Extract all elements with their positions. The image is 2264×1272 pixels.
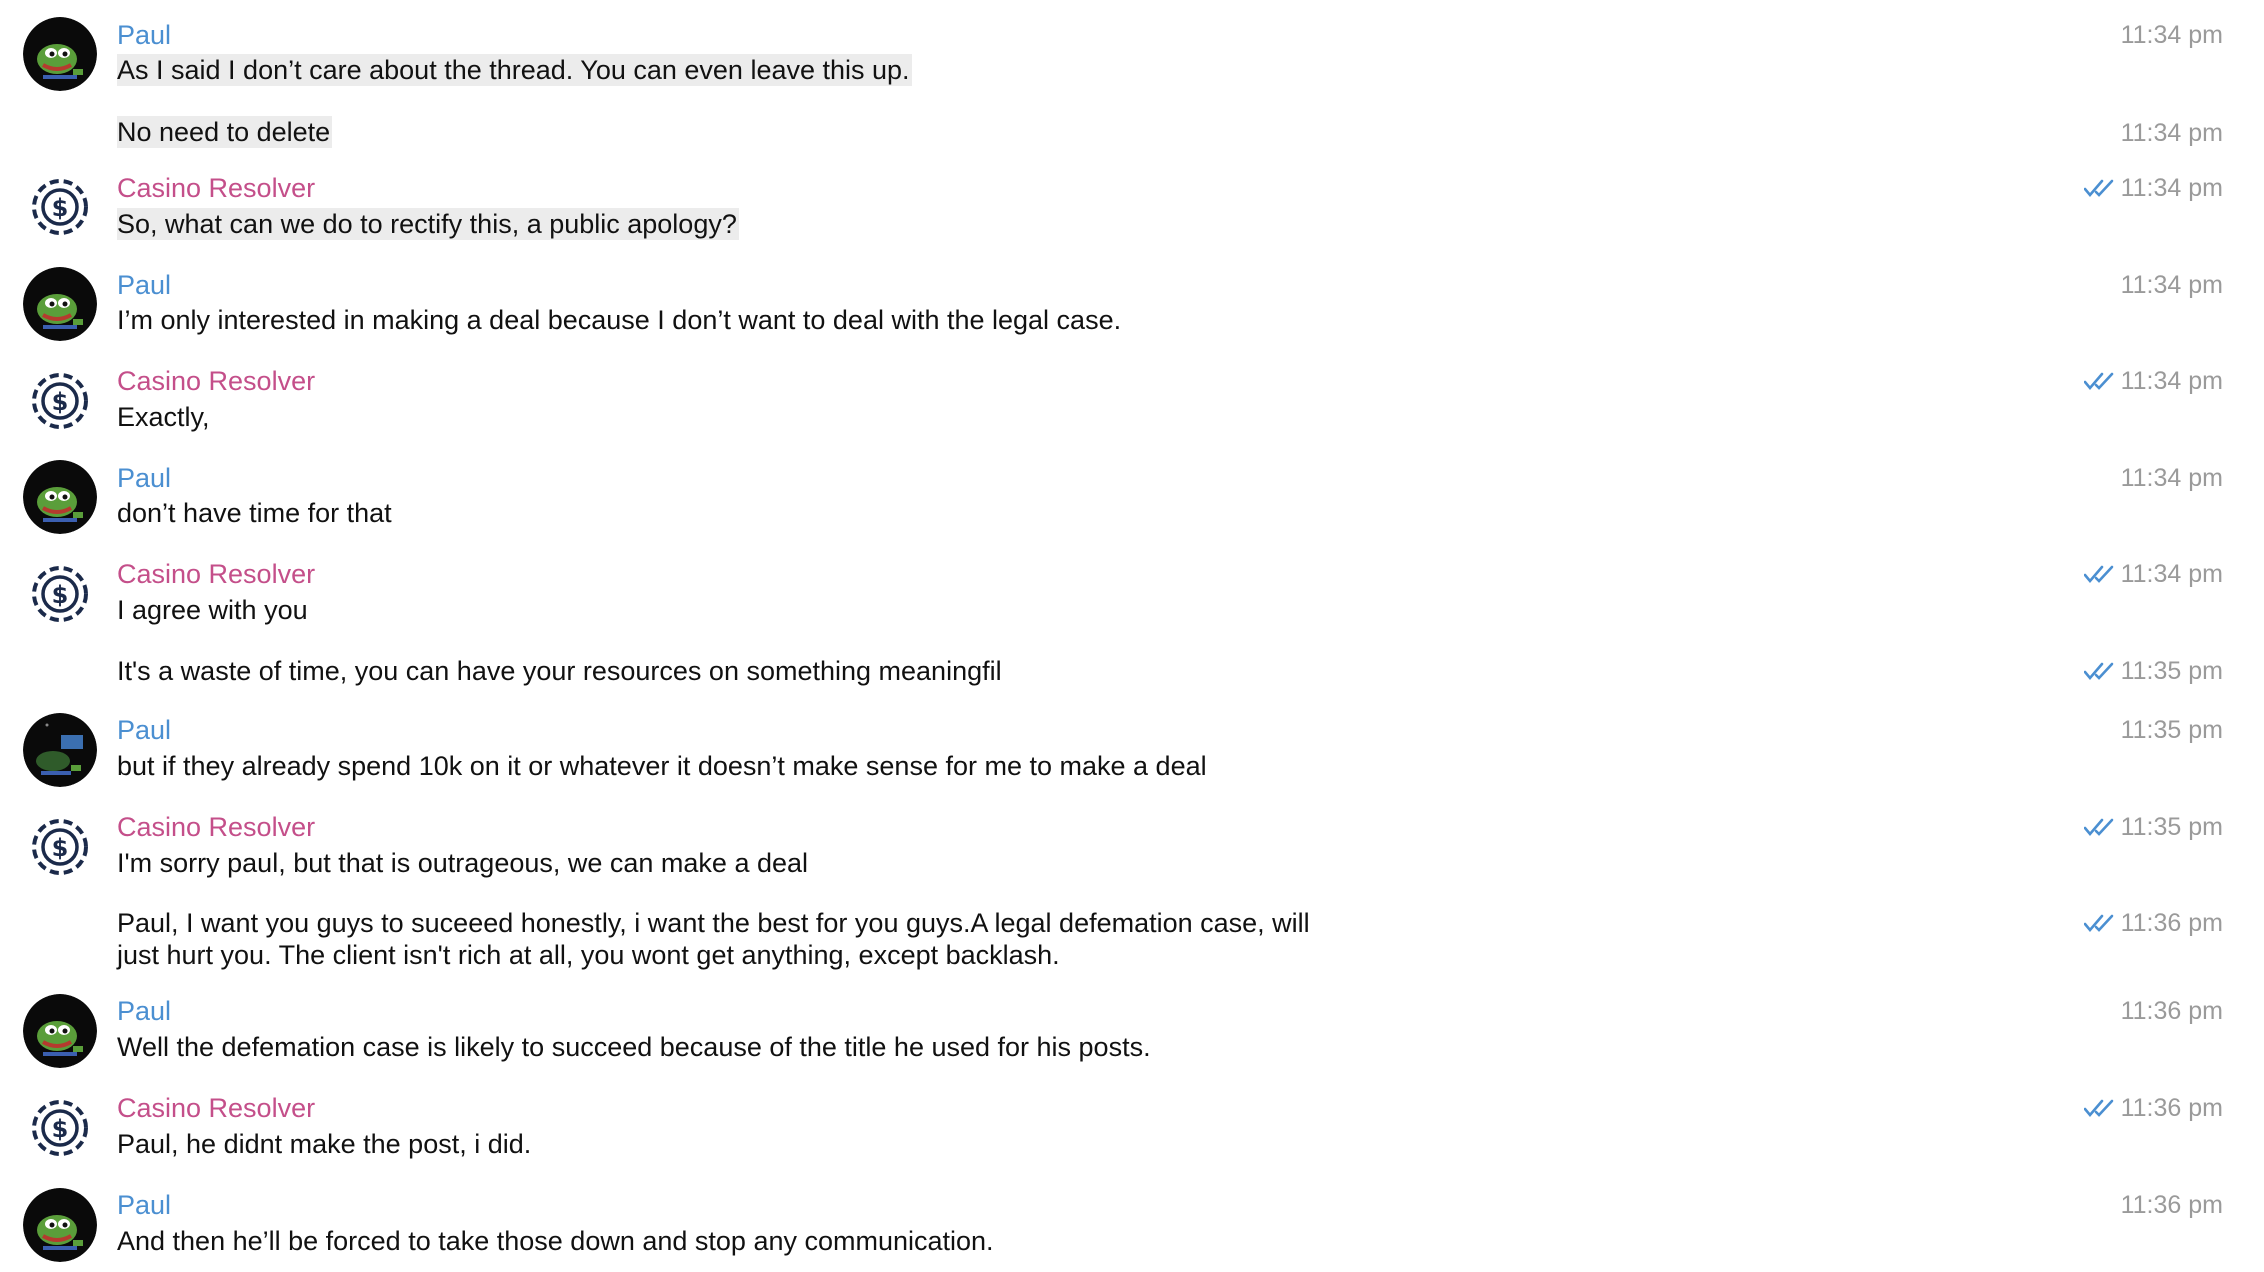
message-text: It's a waste of time, you can have your resources on something meaningfil xyxy=(117,656,1002,686)
message-text: Paul, he didnt make the post, i did. xyxy=(117,1129,532,1159)
message-text: I’m only interested in making a deal because I don’t want to deal with the legal case. xyxy=(117,305,1122,335)
casino-chip-dollar-icon[interactable] xyxy=(23,170,97,244)
sender-name[interactable]: Casino Resolver xyxy=(117,1093,316,1123)
timestamp-text: 11:36 pm xyxy=(2120,909,2223,937)
timestamp-text: 11:34 pm xyxy=(2120,21,2223,49)
casino-chip-dollar-icon[interactable] xyxy=(23,557,97,631)
sender-name[interactable]: Casino Resolver xyxy=(117,366,316,396)
sender-name[interactable]: Paul xyxy=(117,463,172,493)
pepe-frog-avatar-icon[interactable] xyxy=(23,267,97,341)
message-timestamp xyxy=(2084,1092,2223,1124)
double-check-icon xyxy=(2084,1098,2118,1118)
timestamp-text: 11:36 pm xyxy=(2120,1094,2223,1122)
message-text-line: just hurt you. The client isn't rich at all, you wont get anything, except backlash. xyxy=(117,940,1060,970)
pepe-frog-avatar-icon[interactable] xyxy=(23,17,97,91)
double-check-icon xyxy=(2084,661,2118,681)
double-check-icon xyxy=(2084,913,2118,933)
timestamp-text: 11:35 pm xyxy=(2120,813,2223,841)
timestamp-text: 11:34 pm xyxy=(2120,119,2223,147)
timestamp-text: 11:34 pm xyxy=(2120,174,2223,202)
pepe-frog-avatar-icon[interactable] xyxy=(23,460,97,534)
sender-name[interactable]: Casino Resolver xyxy=(117,812,316,842)
message-timestamp xyxy=(2084,811,2223,843)
message-text: I agree with you xyxy=(117,595,308,625)
casino-chip-dollar-icon[interactable] xyxy=(23,810,97,884)
sender-name[interactable]: Casino Resolver xyxy=(117,173,316,203)
message-timestamp xyxy=(2121,714,2223,746)
svg-text:$: $ xyxy=(51,388,69,416)
message-timestamp xyxy=(2121,462,2223,494)
double-check-icon xyxy=(2084,371,2118,391)
sender-name[interactable]: Paul xyxy=(117,1190,172,1220)
message-timestamp xyxy=(2121,117,2223,149)
message-text: And then he’ll be forced to take those down and stop any communication. xyxy=(117,1226,994,1256)
svg-text:$: $ xyxy=(51,1115,69,1143)
timestamp-text: 11:35 pm xyxy=(2120,716,2223,744)
timestamp-text: 11:36 pm xyxy=(2120,997,2223,1025)
sender-name[interactable]: Paul xyxy=(117,20,172,50)
message-text: but if they already spend 10k on it or whatever it doesn’t make sense for me to make a deal xyxy=(117,751,1207,781)
timestamp-text: 11:34 pm xyxy=(2120,271,2223,299)
message-text: don’t have time for that xyxy=(117,498,392,528)
sender-name[interactable]: Paul xyxy=(117,996,172,1026)
timestamp-text: 11:34 pm xyxy=(2120,464,2223,492)
message-timestamp xyxy=(2121,995,2223,1027)
pepe-frog-avatar-icon[interactable] xyxy=(23,994,97,1068)
double-check-icon xyxy=(2084,178,2118,198)
message-text: Exactly, xyxy=(117,402,210,432)
message-timestamp xyxy=(2084,172,2223,204)
casino-chip-dollar-icon[interactable] xyxy=(23,1091,97,1165)
sender-name[interactable]: Paul xyxy=(117,270,172,300)
message-text: Well the defemation case is likely to succeed because of the title he used for his posts. xyxy=(117,1032,1151,1062)
timestamp-text: 11:34 pm xyxy=(2120,367,2223,395)
message-timestamp xyxy=(2121,269,2223,301)
casino-chip-dollar-icon[interactable] xyxy=(23,364,97,438)
pepe-frog-avatar-icon[interactable] xyxy=(23,713,97,787)
svg-text:$: $ xyxy=(51,581,69,609)
double-check-icon xyxy=(2084,817,2118,837)
message-timestamp xyxy=(2121,1189,2223,1221)
timestamp-text: 11:36 pm xyxy=(2120,1191,2223,1219)
pepe-frog-avatar-icon[interactable] xyxy=(23,1188,97,1262)
message-timestamp xyxy=(2084,907,2223,939)
svg-text:$: $ xyxy=(51,834,69,862)
message-text: As I said I don’t care about the thread. You can even leave this up. xyxy=(117,55,910,85)
svg-text:$: $ xyxy=(51,194,69,222)
message-timestamp xyxy=(2084,365,2223,397)
message-text: I'm sorry paul, but that is outrageous, we can make a deal xyxy=(117,848,809,878)
message-timestamp xyxy=(2084,558,2223,590)
message-timestamp xyxy=(2084,655,2223,687)
double-check-icon xyxy=(2084,564,2118,584)
sender-name[interactable]: Paul xyxy=(117,715,172,745)
timestamp-text: 11:35 pm xyxy=(2120,657,2223,685)
sender-name[interactable]: Casino Resolver xyxy=(117,559,316,589)
message-text-line: Paul, I want you guys to suceeed honestly, i want the best for you guys.A legal defemation case, will xyxy=(117,908,1310,938)
message-timestamp xyxy=(2121,19,2223,51)
timestamp-text: 11:34 pm xyxy=(2120,560,2223,588)
message-text: So, what can we do to rectify this, a public apology? xyxy=(117,209,737,239)
message-text: No need to delete xyxy=(117,117,331,147)
